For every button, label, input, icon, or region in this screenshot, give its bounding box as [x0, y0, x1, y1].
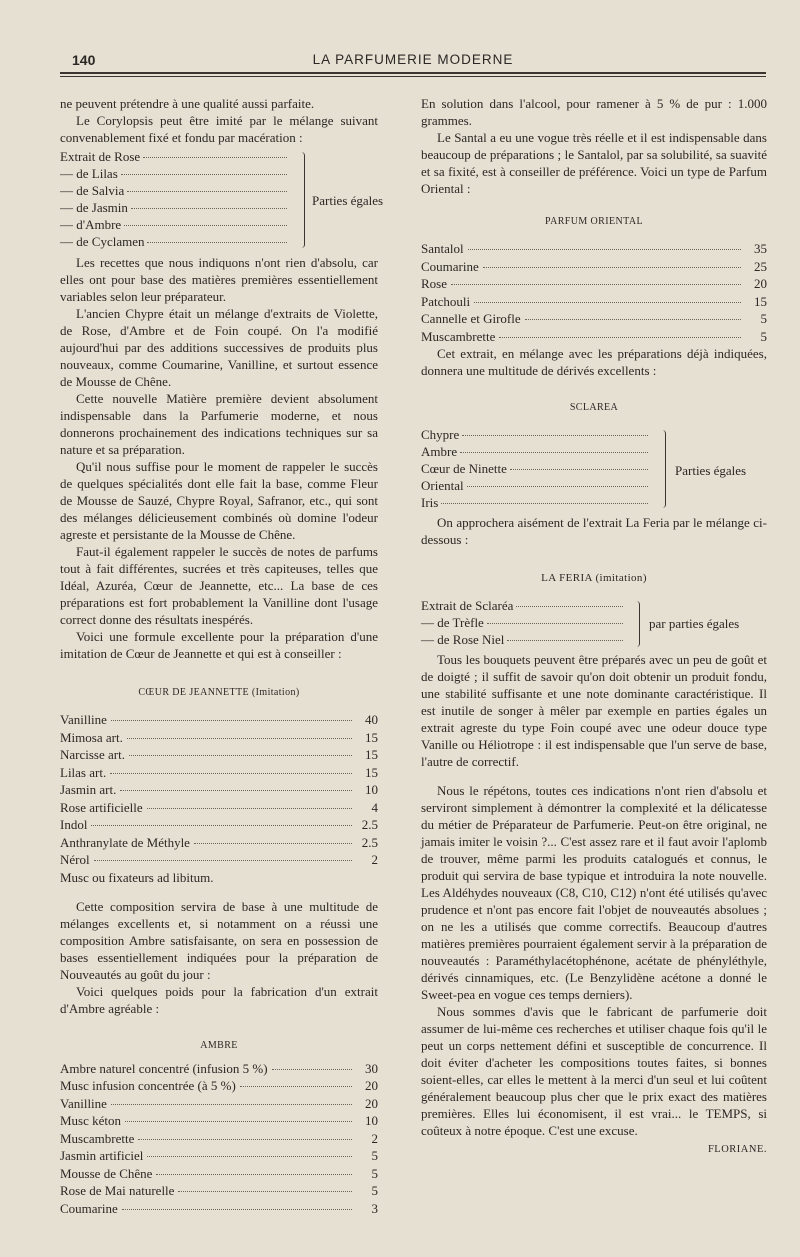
header-rule	[60, 72, 766, 74]
leader-dots	[121, 173, 287, 175]
formula-item-name: Extrait de Sclaréa	[421, 598, 514, 613]
ingredient-name: Jasmin art.	[60, 782, 117, 797]
ingredient-name: Musc infusion concentrée (à 5 %)	[60, 1078, 236, 1093]
formula-item-name: Ambre	[421, 444, 458, 459]
formula-item-name: — d'Ambre	[60, 217, 122, 232]
ingredient-name: Narcisse art.	[60, 747, 125, 762]
ingredient-row	[60, 1077, 378, 1095]
ingredient-quantity: 2	[371, 1130, 378, 1146]
paragraph: L'ancien Chypre était un mélange d'extraits de Violette, de Rose, d'Ambre et de Foin coupé. On l'a modifié aujourd'hui par des additions successives de produits plus nouveaux, comme Coumarine, Vanilline, et surtout essence de Mousse de Chêne.	[60, 306, 378, 389]
leader-dots	[194, 843, 352, 844]
formula-item	[421, 597, 767, 614]
ingredient-quantity: 35	[754, 241, 767, 256]
ingredient-row	[60, 746, 378, 764]
formula-item-name: — de Cyclamen	[60, 234, 145, 249]
ingredient-name: Musc kéton	[60, 1113, 122, 1128]
ingredient-name: Jasmin artificiel	[60, 1148, 144, 1163]
ingredient-name: Mousse de Chêne	[60, 1165, 153, 1181]
coeur-recipe	[60, 711, 378, 869]
ingredient-name: Lilas art.	[60, 764, 107, 780]
leader-dots	[460, 451, 648, 453]
paragraph: En solution dans l'alcool, pour ramener à 5 % de pur : 1.000 grammes.	[421, 96, 767, 128]
formula-item-name: Iris	[421, 495, 439, 510]
ingredient-quantity: 30	[365, 1060, 378, 1076]
paragraph: Le Santal a eu une vogue très réelle et il est indispensable dans beaucoup de préparations ; le Santalol, par sa solubilité, sa suavité et sa fixité, est à conseiller de préférence. Voici un type de Parfum Oriental :	[421, 130, 767, 196]
paragraph: Tous les bouquets peuvent être préparés avec un peu de goût et de doigté ; il suffit de savoir qu'on doit obtenir un produit fondu, une stabilité suffisante et une note dominante caractéristique. Il est inutile de songer à mêler par exemple en parties égales un extrait agreste du type Foin coupé avec une odeur douce type Vanille ou Héliotrope : il est indispensable que l'un serve de base, l'autre de correctif.	[421, 652, 767, 769]
corylopsis-formula	[60, 148, 384, 254]
ingredient-row	[421, 310, 767, 328]
ingredient-row	[60, 781, 378, 799]
leader-dots	[451, 284, 741, 285]
formula-item-name: — de Rose Niel	[421, 632, 505, 647]
leader-dots	[110, 773, 352, 774]
ingredient-name: Mimosa art.	[60, 729, 123, 745]
ingredient-quantity: 20	[365, 1078, 378, 1093]
recipe-title: SCLAREA	[569, 402, 619, 413]
formula-item-name: — de Trèfle	[421, 615, 484, 630]
paragraph: Le Corylopsis peut être imité par le mélange suivant convenablement fixé et fondu par macération :	[60, 113, 378, 145]
leader-dots	[462, 434, 648, 436]
ingredient-row	[60, 1182, 378, 1200]
leader-dots	[507, 639, 623, 641]
leader-dots	[129, 755, 352, 756]
leader-dots	[487, 622, 623, 624]
leader-dots	[156, 1174, 352, 1175]
ingredient-quantity: 15	[365, 729, 378, 745]
ingredient-name: Vanilline	[60, 1095, 107, 1111]
leader-dots	[468, 249, 741, 250]
ingredient-row	[60, 799, 378, 817]
leader-dots	[147, 1156, 352, 1157]
leader-dots	[441, 502, 648, 504]
ingredient-name: Ambre naturel concentré (infusion 5 %)	[60, 1060, 268, 1076]
leader-dots	[125, 1121, 352, 1122]
leader-dots	[111, 1104, 352, 1105]
leader-dots	[516, 605, 623, 607]
formula-item	[60, 148, 378, 165]
ingredient-row	[60, 834, 378, 852]
recipe-note: Musc ou fixateurs ad libitum.	[60, 869, 214, 885]
formula-label: Parties égales	[312, 193, 384, 208]
recipe-title: CŒUR DE JEANNETTE (Imitation)	[138, 687, 300, 698]
brace	[633, 601, 640, 647]
leader-dots	[147, 241, 287, 243]
leader-dots	[483, 267, 741, 268]
ingredient-row	[60, 1130, 378, 1148]
formula-item	[60, 233, 378, 250]
leader-dots	[111, 720, 352, 721]
ingredient-name: Rose	[421, 276, 447, 291]
ingredient-name: Rose de Mai naturelle	[60, 1183, 175, 1198]
formula-item	[421, 631, 767, 648]
formula-label: par parties égales	[649, 616, 740, 631]
ingredient-name: Cannelle et Girofle	[421, 311, 521, 326]
formula-item-name: — de Lilas	[60, 166, 118, 181]
formula-item	[60, 216, 378, 233]
recipe-title: LA FERIA (imitation)	[541, 572, 647, 584]
paragraph: Voici une formule excellente pour la préparation d'une imitation de Cœur de Jeannette et qui est à conseiller :	[60, 629, 378, 661]
paragraph: ne peuvent prétendre à une qualité aussi parfaite.	[60, 96, 315, 111]
paragraph: On approchera aisément de l'extrait La Feria par le mélange ci-dessous :	[421, 515, 767, 547]
ingredient-quantity: 2.5	[361, 817, 378, 832]
formula-item	[421, 494, 767, 511]
leader-dots	[122, 1209, 352, 1210]
ingredient-row	[421, 293, 767, 311]
ingredient-quantity: 3	[371, 1200, 378, 1216]
ingredient-row	[60, 1112, 378, 1130]
ingredient-quantity: 25	[754, 258, 767, 274]
leader-dots	[272, 1069, 352, 1070]
ambre-recipe	[60, 1060, 378, 1218]
ingredient-quantity: 10	[365, 1113, 378, 1128]
ingredient-quantity: 20	[754, 276, 767, 291]
leader-dots	[510, 468, 648, 470]
formula-label: Parties égales	[675, 463, 747, 478]
paragraph: Cette nouvelle Matière première devient absolument indispensable dans la Parfumerie moderne, et nous donnerons prochainement des indications techniques sur sa nature et sa préparation.	[60, 391, 378, 457]
leader-dots	[127, 738, 352, 739]
ingredient-quantity: 20	[365, 1095, 378, 1111]
formula-item-name: Chypre	[421, 427, 460, 442]
paragraph: Faut-il également rappeler le succès de notes de parfums tout à fait différentes, sucrées et très capiteuses, telles que Idéal, Azuréa, Cœur de Jeannette, etc... La base de ces préparations est fort probablement la Vanilline dont l'usage correct donne des résultats inespérés.	[60, 544, 378, 627]
running-title: LA PARFUMERIE MODERNE	[312, 52, 514, 67]
formula-item	[421, 443, 767, 460]
formula-item-name: Oriental	[421, 478, 464, 493]
formula-item-name: Cœur de Ninette	[421, 461, 507, 476]
ingredient-quantity: 5	[371, 1148, 378, 1163]
ingredient-name: Nérol	[60, 852, 90, 867]
leader-dots	[127, 190, 287, 192]
leader-dots	[525, 319, 741, 320]
ingredient-row	[60, 764, 378, 782]
ingredient-row	[60, 1060, 378, 1078]
ingredient-quantity: 15	[754, 293, 767, 309]
leader-dots	[474, 302, 741, 303]
page-header	[60, 52, 766, 74]
ingredient-quantity: 10	[365, 782, 378, 797]
ingredient-row	[60, 1200, 378, 1218]
ingredient-quantity: 5	[760, 311, 767, 326]
ingredient-row	[60, 729, 378, 747]
right-column	[421, 95, 767, 1158]
ingredient-quantity: 2.5	[361, 834, 378, 850]
ingredient-row	[421, 240, 767, 258]
ingredient-quantity: 15	[365, 764, 378, 780]
ingredient-quantity: 15	[365, 747, 378, 762]
ingredient-name: Vanilline	[60, 712, 107, 727]
paragraph: Voici quelques poids pour la fabrication d'un extrait d'Ambre agréable :	[60, 983, 378, 1016]
ingredient-quantity: 5	[760, 328, 767, 344]
leader-dots	[240, 1086, 352, 1087]
leader-dots	[467, 485, 648, 487]
sclarea-formula	[421, 426, 767, 514]
ingredient-quantity: 2	[371, 852, 378, 867]
ingredient-row	[60, 851, 378, 869]
ingredient-row	[60, 1147, 378, 1165]
ingredient-name: Santalol	[421, 241, 464, 256]
signature: FLORIANE.	[707, 1144, 767, 1155]
paragraph: Nous le répétons, toutes ces indications n'ont rien d'absolu et serviront simplement à démontrer la complexité et la délicatesse du métier de Préparateur de Parfumerie. Peut-on être original, ne jamais imiter le voisin ?... C'est assez rare et il faut avoir l'aplomb de trouver, même parmi les produits catalogués et connus, le produit qui servira de base typique et introduira la note nouvelle. Les Aldéhydes nouveaux (C8, C10, C12) n'ont été utilisés qu'avec prudence et n'ont pas encore fait l'objet de nouveautés absolues ; on ne les a utilisés que comme correctifs. Beaucoup d'autres matières premières pourraient également servir à la préparation de nouveautés : Paraméthylacétophénone, acétate de phényléthyle, dérivés cinnamiques, etc. (Le Benzylidène acétone a donné le Sweet-pea en vogue ces temps derniers).	[421, 783, 767, 1002]
header-rule-thin	[60, 76, 766, 77]
ingredient-name: Coumarine	[421, 258, 479, 274]
formula-item-name: — de Salvia	[60, 183, 125, 198]
brace	[298, 152, 305, 248]
leader-dots	[147, 808, 352, 809]
brace	[659, 430, 666, 508]
formula-item-name: Extrait de Rose	[60, 149, 141, 164]
ingredient-name: Rose artificielle	[60, 799, 143, 815]
recipe-title: AMBRE	[200, 1039, 238, 1051]
ingredient-row	[421, 328, 767, 346]
ingredient-quantity: 5	[371, 1183, 378, 1198]
ingredient-name: Patchouli	[421, 293, 471, 309]
ingredient-name: Coumarine	[60, 1200, 118, 1216]
leader-dots	[143, 156, 287, 158]
ingredient-quantity: 4	[371, 799, 378, 815]
recipe-title: PARFUM ORIENTAL	[545, 216, 643, 227]
leader-dots	[120, 790, 352, 791]
ingredient-name: Muscambrette	[421, 328, 496, 344]
leader-dots	[91, 825, 352, 826]
formula-item	[421, 477, 767, 494]
page-number: 140	[72, 52, 96, 68]
leader-dots	[178, 1191, 352, 1192]
oriental-recipe	[421, 240, 767, 345]
leader-dots	[499, 337, 741, 338]
paragraph: Les recettes que nous indiquons n'ont rien d'absolu, car elles ont pour base des matières premières essentiellement variables selon leur préparateur.	[60, 255, 378, 304]
formula-item	[421, 426, 767, 443]
ingredient-quantity: 40	[365, 712, 378, 727]
ingredient-quantity: 5	[371, 1165, 378, 1181]
formula-item	[60, 165, 378, 182]
ingredient-name: Indol	[60, 817, 88, 832]
leader-dots	[131, 207, 287, 209]
ingredient-row	[60, 1165, 378, 1183]
paragraph: Nous sommes d'avis que le fabricant de parfumerie doit assumer de lui-même ces recherches et utiliser chaque fois qu'il le peut un corps nettement défini et susceptible de concurrence. Il doit éviter d'acheter les compositions toutes faites, si bonnes soient-elles, car elles le mettent à la merci d'un seul et lui coûtent généralement beaucoup plus cher que le prix exact des matières premières. Elles lui économisent, il est vrai... le TEMPS, si coûteux à notre époque. C'est une excuse.	[421, 1004, 767, 1138]
leader-dots	[138, 1139, 352, 1140]
paragraph: Cette composition servira de base à une multitude de mélanges excellents et, si notamment on a réussi une composition Ambre satisfaisante, on sera en possession de bases essentiellement indiquées pour la préparation de Nouveautés au goût du jour :	[60, 898, 378, 982]
leader-dots	[124, 224, 287, 226]
paragraph: Qu'il nous suffise pour le moment de rappeler le succès de quelques spécialités dont elle fait la base, comme Fleur de Mousse de Sauzé, Chypre Royal, Safranor, etc., qui sont des mélanges délicieusement combinés où domine l'odeur agreste et persistante de la Mousse de Chêne.	[60, 459, 378, 542]
feria-formula	[421, 597, 767, 651]
ingredient-row	[60, 1095, 378, 1113]
ingredient-row	[421, 275, 767, 293]
ingredient-row	[60, 711, 378, 729]
ingredient-row	[60, 816, 378, 834]
formula-item-name: — de Jasmin	[60, 200, 128, 215]
left-column	[60, 95, 384, 1217]
ingredient-name: Anthranylate de Méthyle	[60, 834, 190, 850]
ingredient-name: Muscambrette	[60, 1130, 135, 1146]
paragraph: Cet extrait, en mélange avec les préparations déjà indiquées, donnera une multitude de dérivés excellents :	[421, 346, 767, 378]
leader-dots	[94, 860, 352, 861]
ingredient-row	[421, 258, 767, 276]
